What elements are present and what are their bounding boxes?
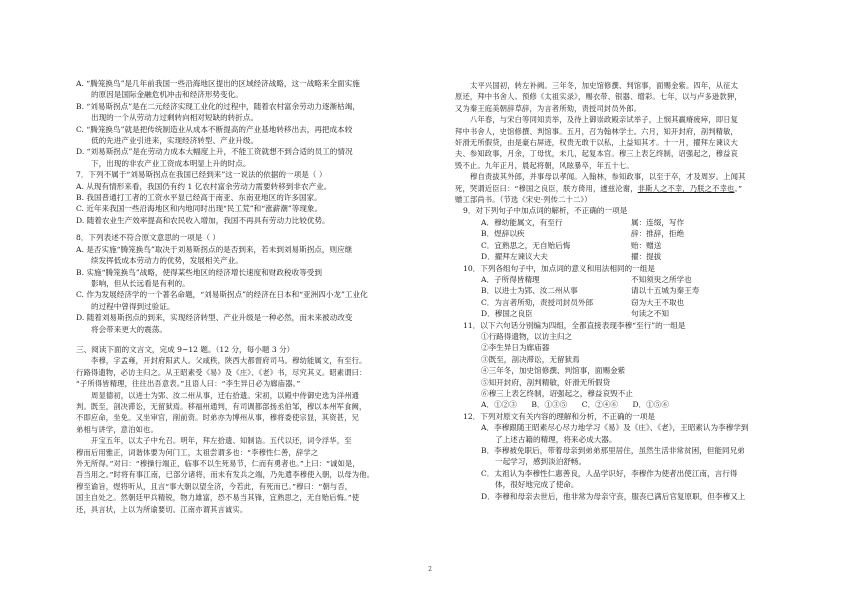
passage-line: 不即应命，坐免。又坐审官，削前资。时弟亦为博州从事，穆将委使宗显，其资甚，兄	[76, 413, 359, 423]
passage-line: 太平兴国初，转左补阙。三年冬，加史馆修撰、判馆事，面赐金紫。四年，从征太	[470, 81, 739, 90]
passage-line: 原还，拜中书舍人。预修《太祖实录》，赐衣带、银器、缯彩。七年，以与卢多逊款狎，	[455, 92, 742, 102]
item-line: ②李生异日为廊庙器	[481, 343, 550, 353]
question-9-stem: 9．对下列句子中加点词的解析，不正确的一项是	[463, 206, 628, 216]
passage-line: 吾当用之。”时将有事江南，已部分诸将，而未有发兵之端，乃先遣李穆使入朝，以母为他。	[76, 470, 375, 480]
pair-row	[455, 285, 805, 296]
option-line: C. 近年来我国一些沿海地区和内地同时出现“民工荒”和“涨薪潮”等现象。	[76, 204, 323, 214]
option-line: 一起学习，感到淡泊舒畅。	[495, 457, 587, 467]
pair-row	[455, 240, 805, 251]
option-line: A. 从现有情形来看，我国仍有约 1 亿农村富余劳动力需要转移到非农产业。	[76, 181, 332, 191]
option-line: D. 随着刘易斯拐点的到来，实现经济转型、产业升级是一种必然，而未来被动改变	[76, 313, 353, 323]
option-line: D．李穆和母亲去世后，他非常为母亲守丧，服丧已满后官复原职，但李穆又上	[481, 491, 746, 501]
left-column	[76, 78, 421, 515]
item-line: ①行路得遗物，以访主归之	[481, 331, 573, 341]
pair-sentence: B．以进士为郢、汝二州从事	[481, 286, 578, 296]
option-line: B. “刘易斯拐点”是在二元经济实现工业化的过程中，随着农村富余劳动力逐渐枯竭，	[76, 101, 360, 111]
pair-row	[455, 228, 805, 239]
question-8-stem: 8．下列表述不符合原文意思的一项是（ ）	[76, 233, 220, 243]
classical-passage	[76, 355, 421, 515]
pair-row	[455, 251, 805, 262]
option-line: C. 作为发展经济学的一个著名命题，“刘易斯拐点”的经济在日本和“亚洲四小龙”工业化	[76, 290, 368, 300]
option-line: 的过程中曾得到过验证。	[91, 301, 175, 311]
passage-line	[455, 183, 805, 194]
option-line: 低的先进产业引进来，实现经济转型、产业升级。	[91, 136, 259, 146]
option-line: B．李穆被免职后，带着母亲到弟弟那里居住，虽然生活非常贫困，但能同兄弟	[481, 446, 745, 455]
option-line: A．李穆跟随王昭素尽心尽力地学习《易》及《庄》、《老》，王昭素认为李穆学到	[481, 423, 749, 433]
item-line: ⑥穆三上表乞终制，诏强起之，穆益哀毁不止	[481, 388, 633, 398]
pair-row	[455, 217, 805, 228]
q11-choices: A．①②③ B．①③⑤ C．②④⑥ D．①⑤⑥	[481, 400, 669, 410]
option-line: B. 实施“腾笼换鸟”战略，使得某些地区的经济增长速度和财政税收等受到	[76, 267, 322, 277]
pair-sentence: 句读之不知	[631, 309, 669, 319]
option-line: C．太祖认为李穆性仁惠善良，人品学识好，李穆作为使者出使江南，言行得	[481, 468, 738, 478]
option-line: 的原因是国际金融危机冲击和经济形势变化。	[91, 90, 243, 100]
passage-line: 赠工部尚书。（节选《宋史·列传二十二》）	[455, 195, 592, 205]
q12-options	[455, 422, 805, 502]
pair-sentence: 窃为大王不取也	[631, 297, 685, 307]
pair-sentence: 不知须臾之所学也	[631, 274, 692, 284]
passage-line: 夫、参知政事，月余，丁母忧，未几，起复本官。穆三上表乞终制，诏强起之，穆益哀	[455, 149, 738, 159]
item-line: ③既至，剖决滞讼，无留狱焉	[481, 354, 580, 364]
passage-line: 八年春，与宋白等同知贡举，及待上御崇政殿亲试举子，上悯其羸瘠疲瘁，即日复	[470, 115, 739, 125]
pair-sentence: A．穆幼能属文，有至行	[481, 217, 563, 227]
q8-options	[76, 244, 421, 335]
question-10-stem: 10．下列各组句子中，加点词的意义和用法相同的一组是	[463, 263, 655, 273]
question-12-stem: 12．下列对原文有关内容的理解和分析，不正确的一项是	[463, 411, 655, 421]
pair-sentence: D．穆国之良臣	[481, 309, 533, 319]
pair-sentence: D．擢拜左谏议大夫	[481, 252, 548, 262]
pair-sentence: B．煜辞以疾	[481, 229, 525, 239]
passage-line: 毁不止。九年正月，晨起将朝，风眩暴卒，年五十七。	[455, 160, 634, 170]
underlined-sentence: 非斯人之不幸，乃朕之不幸也	[637, 183, 735, 193]
pair-sentence: A．子所得皆精理	[481, 274, 540, 284]
option-line: D. “刘易斯拐点”是在劳动力成本大幅度上升，不能工资就想不到合适的员工的情况	[76, 147, 353, 157]
q11-items	[455, 331, 805, 411]
passage-line: 奸滑无所假贷，由是豪右屏迹，权贵无敢干以私，上益知其才。十一月，擢拜左谏议大	[455, 138, 738, 148]
passage-line: 穆自责拔其外郎，并事母以孝闻。入翰林，参知政事，以至于卒，才及周岁。上闻其	[470, 172, 746, 182]
q7-options	[76, 181, 421, 227]
passage-line: 弟相与讲学，意泊如也。	[76, 424, 158, 434]
passage-line: 拜中书舍人，史馆修撰、判馆事。五月，召为翰林学士。六月，知开封府，剖判精敏，	[455, 126, 738, 136]
passage-line: 外无所得。”对曰：“穆操行端正，临事不以生死易节，仁而有勇者也。”上曰：“诚如是，	[76, 459, 360, 468]
option-line: 续发挥低成本劳动力的优势，发展相关产业。	[91, 256, 243, 266]
option-line: D. 随着农业生产效率提高和农民收入增加，我国不再具有劳动力比较优势。	[76, 215, 330, 225]
item-line: ④三年冬，加史馆修撰、判馆事，面赐金紫	[481, 366, 626, 376]
pair-sentence: 请以十五城为秦王寿	[631, 286, 700, 296]
right-column	[455, 80, 805, 502]
question-11-stem: 11．以下六句话分别编为四组，全都直接表现李穆“至行”的一组是	[463, 320, 686, 330]
pair-sentence: C．为言者所劾，责授司封员外郎	[481, 297, 594, 307]
passage-line: 国主自处之。然朝廷甲兵精锐，物力雄富，恐不易当其锋，宜熟思之，无自贻后悔。”使	[76, 493, 360, 503]
passage-line: 穆而后用雅正，词谐体要为何门工，太祖尝谓多也：“李穆性仁善，辞学之	[76, 447, 319, 457]
passage-line: 还，具言状，上以为所谕要切。江南亦谓其言诚实。	[76, 504, 248, 514]
passage-line: 行路得遗物，必访主归之。从王昭素受《易》及《庄》、《老》书，尽究其义。昭素谓曰：	[76, 367, 367, 377]
pair-gloss: 辞：推辞，拒绝	[631, 229, 685, 239]
pair-row	[455, 297, 805, 308]
passage-line-text: 死，哭谓近臣曰：“穆国之良臣，朕方倚用，遽兹沦谢，非斯人之不幸，乃朕之不幸也。”	[455, 183, 743, 193]
pair-sentence: C．宜熟思之，无自贻后悔	[481, 240, 571, 250]
passage-line: 周显德初，以进士为郢、汝二州从事，迁右拾遗。宋初，以殿中侍御史选为洋州通	[91, 390, 360, 400]
option-line: 下，出现的非农产业工资成本明显上升的时点。	[91, 158, 251, 168]
section-3-header: 三、阅读下面的文言文，完成 9~12 题。（12 分，每小题 3 分）	[76, 344, 295, 354]
item-line: ⑤知开封府，剖判精敏，奸滑无所假贷	[481, 377, 611, 387]
q9-pairs	[455, 217, 805, 263]
pair-row	[455, 308, 805, 319]
option-line: A. 是否实施“腾笼换鸟”取决于刘易斯拐点的是否到来，若未到刘易斯拐点，则应继	[76, 244, 353, 254]
option-line: B. 我国普通打工者的工资水平显已经高于南亚、东南亚地区的许多国家。	[76, 193, 322, 203]
passage-line: 判。既至，剖决滞讼，无留狱焉。移福州通判，有司调都部扬丞伯邹，穆以本州军食阙，	[76, 401, 367, 411]
option-line: 了上述古籍的精理，将来必成大器。	[495, 434, 617, 444]
option-line: 出现的一个从劳动力过剩转向相对短缺的转折点。	[91, 113, 259, 123]
option-line: C. “腾笼换鸟”就是把传统制造业从成本不断提高的产业基地转移出去，再把成本较	[76, 124, 353, 134]
pair-row	[455, 274, 805, 285]
option-line: 体，很好地完成了使命。	[495, 480, 579, 490]
passage-line: 又为秦王庭美朝辞草辞，为言者所劾，责授司封员外郎。	[455, 103, 642, 113]
option-line: 将会带来更大的震荡。	[91, 324, 167, 334]
passage-line: 李穆，字孟雍，开封府阳武人。父咸秩，陕西大都督府司马。穆幼能属文，有至行。	[91, 356, 367, 366]
pair-gloss: 属：连缀，写作	[631, 217, 685, 227]
option-line: 影响，但从长远看是有利的。	[91, 278, 190, 288]
passage-line: 开宝五年，以太子中允召。明年，拜左拾遗、知制诰。五代以还，词令浮华，至	[91, 436, 352, 446]
passage-continued	[455, 80, 805, 205]
passage-line: 穆至谕旨，煜将听从，且言“事大朝以望全济，今若此，有死而已。”穆曰：“朝与否，	[76, 481, 353, 491]
page-number: 2	[428, 566, 432, 573]
option-line: A. “腾笼换鸟”是几年前我国一些沿海地区提出的区域经济战略，这一战略来全面实施	[76, 79, 360, 88]
passage-line: “子所得皆精理，往往出吾意表。”且语人曰：“李生异日必为廊庙器。”	[76, 379, 301, 389]
q10-pairs	[455, 274, 805, 320]
pair-gloss: 擢：提拔	[631, 252, 662, 262]
q6-options	[76, 78, 421, 169]
question-7-stem: 7．下列不属于“刘易斯拐点在我国已经到来”这一说法的依据的一项是（ ）	[76, 170, 327, 180]
pair-gloss: 贻：赠送	[631, 240, 662, 250]
